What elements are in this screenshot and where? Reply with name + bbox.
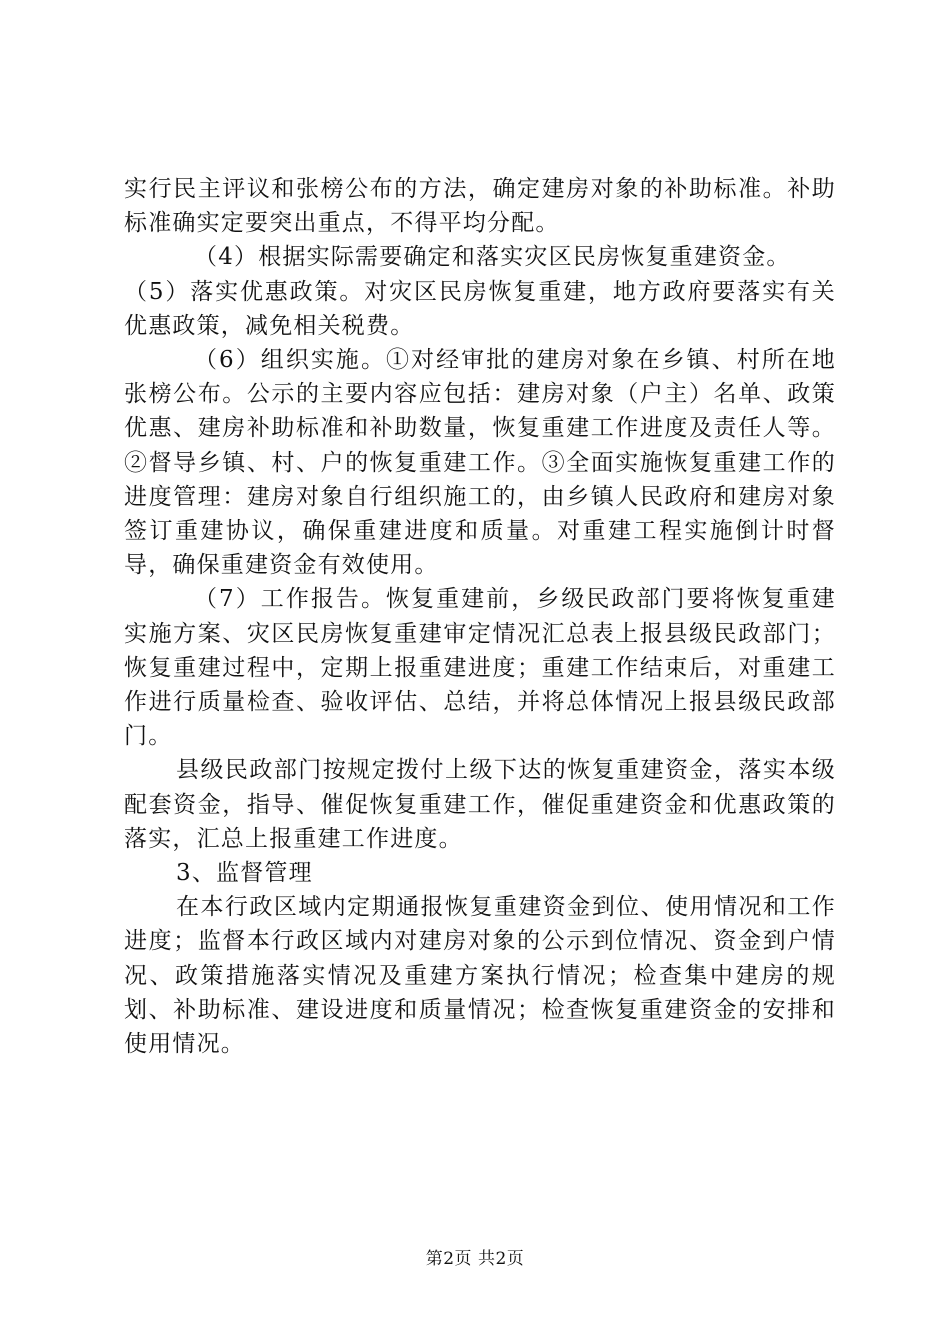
paragraph-3: （5）落实优惠政策。对灾区民房恢复重建，地方政府要落实有关优惠政策，减免相关税费。 <box>124 278 836 339</box>
section-heading: 3、监督管理 <box>176 860 313 887</box>
paragraph-7: 在本行政区域内定期通报恢复重建资金到位、使用情况和工作进度；监督本行政区域内对建房对象的公示到位情况、资金到户情况、政策措施落实情况及重建方案执行情况；检查集中建房的规划、补助标准、建设进度和质量情况；检查恢复重建资金的安排和使用情况。 <box>124 894 836 1058</box>
paragraph-1: 实行民主评议和张榜公布的方法，确定建房对象的补助标准。补助标准确实定要突出重点，不得平均分配。 <box>124 176 836 237</box>
paragraph-6: 县级民政部门按规定拨付上级下达的恢复重建资金，落实本级配套资金，指导、催促恢复重建工作，催促重建资金和优惠政策的落实，汇总上报重建工作进度。 <box>124 757 836 852</box>
paragraph-5: （7）工作报告。恢复重建前，乡级民政部门要将恢复重建实施方案、灾区民房恢复重建审定情况汇总表上报县级民政部门；恢复重建过程中，定期上报重建进度；重建工作结束后，对重建工作进行质量检查、验收评估、总结，并将总体情况上报县级民政部门。 <box>124 586 836 750</box>
document-body <box>124 172 836 1061</box>
page-number: 第2页 共2页 <box>425 1249 525 1269</box>
paragraph-2: （4）根据实际需要确定和落实灾区民房恢复重建资金。 <box>194 244 791 271</box>
paragraph-4: （6）组织实施。①对经审批的建房对象在乡镇、村所在地张榜公布。公示的主要内容应包括：建房对象（户主）名单、政策优惠、建房补助标准和补助数量，恢复重建工作进度及责任人等。②督导乡镇、村、户的恢复重建工作。③全面实施恢复重建工作的进度管理：建房对象自行组织施工的，由乡镇人民政府和建房对象签订重建协议，确保重建进度和质量。对重建工程实施倒计时督导，确保重建资金有效使用。 <box>124 347 836 579</box>
